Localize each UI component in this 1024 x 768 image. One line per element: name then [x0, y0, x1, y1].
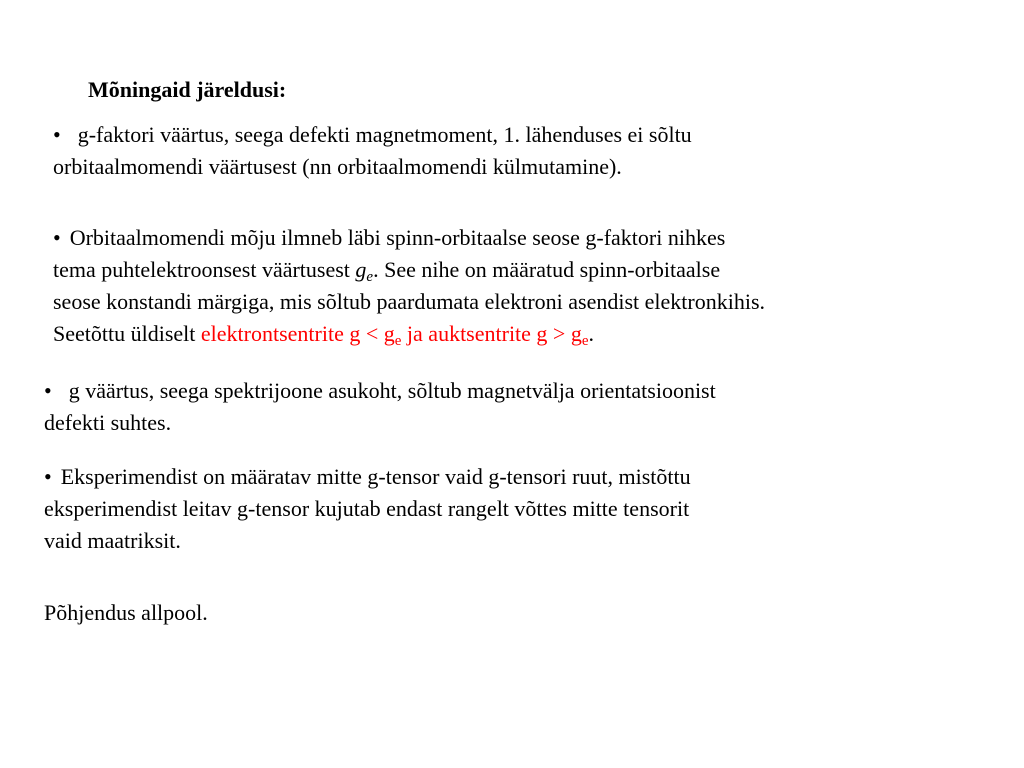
subscript-e: e — [394, 333, 402, 349]
line-text: Põhjendus allpool. — [44, 600, 208, 625]
highlight-text: elektrontsentrite g < g — [200, 321, 395, 346]
paragraph-g-factor — [53, 119, 692, 183]
slide-heading: Mõningaid järeldusi: — [88, 77, 287, 102]
line-text: g väärtus, seega spektrijoone asukoht, sõltub magnetvälja orientatsioonist — [68, 378, 716, 403]
g-symbol: g — [355, 257, 367, 282]
bullet-icon: • — [53, 225, 61, 250]
paragraph-experiment — [44, 461, 691, 557]
bullet-icon: • — [44, 464, 52, 489]
paragraph-line — [53, 119, 692, 151]
line-text: . — [588, 321, 595, 346]
line-text: Orbitaalmomendi mõju ilmneb läbi spinn-orbitaalse seose g-faktori nihkes — [69, 225, 726, 250]
paragraph-g-value — [44, 375, 716, 439]
line-text: . See nihe on määratud spinn-orbitaalse — [373, 257, 721, 282]
paragraph-line — [53, 318, 765, 350]
subscript-e: e — [366, 269, 374, 285]
highlight-text: ja auktsentrite g > g — [401, 321, 582, 346]
line-text: eksperimendist leitav g-tensor kujutab endast rangelt võttes mitte tensorit — [44, 496, 690, 521]
paragraph-reason — [44, 597, 208, 629]
paragraph-orbital-moment — [53, 222, 765, 350]
line-text: g-faktori väärtus, seega defekti magnetmoment, 1. lähenduses ei sõltu — [77, 122, 692, 147]
line-text: seose konstandi märgiga, mis sõltub paardumata elektroni asendist elektronkihis. — [53, 289, 766, 314]
line-text: orbitaalmomendi väärtusest (nn orbitaalmomendi külmutamine). — [53, 154, 622, 179]
line-text: defekti suhtes. — [44, 410, 172, 435]
paragraph-line — [44, 461, 691, 493]
line-text: vaid maatriksit. — [44, 528, 181, 553]
paragraph-line — [44, 375, 716, 407]
line-text: Eksperimendist on määratav mitte g-tensor vaid g-tensori ruut, mistõttu — [60, 464, 691, 489]
bullet-icon: • — [53, 122, 61, 147]
line-text: tema puhtelektroonsest väärtusest — [53, 257, 356, 282]
bullet-icon: • — [44, 378, 52, 403]
paragraph-line — [53, 222, 765, 254]
subscript-e: e — [581, 333, 589, 349]
line-text: Seetõttu üldiselt — [53, 321, 201, 346]
paragraph-line — [53, 254, 765, 286]
